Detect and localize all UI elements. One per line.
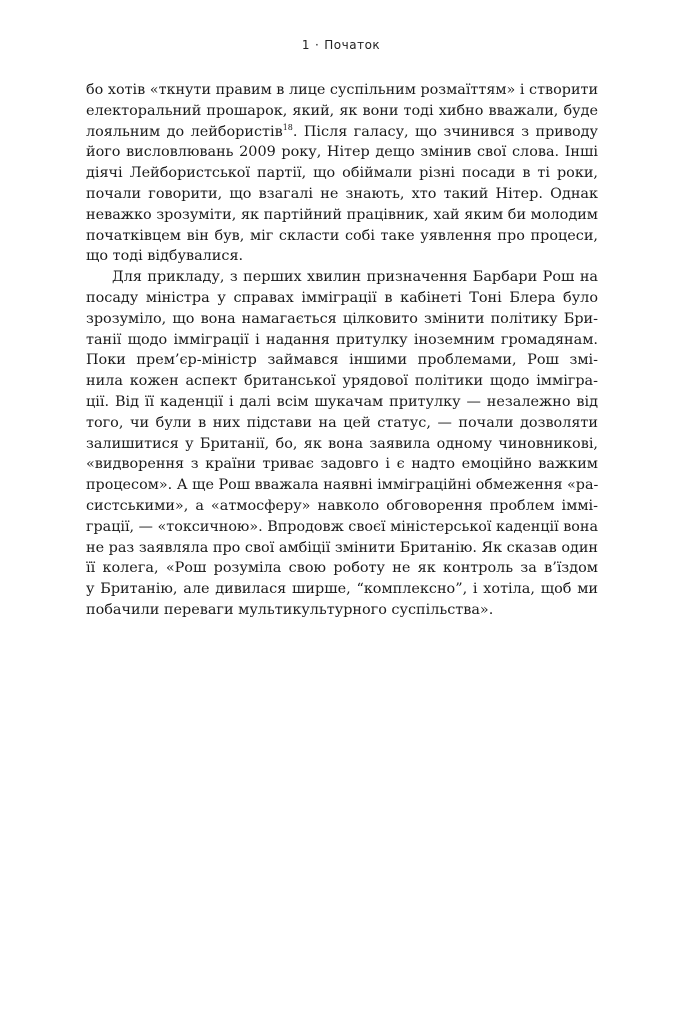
running-head-separator: ·: [314, 38, 320, 52]
text-line: нила кожен аспект британської урядової політики щодо іммігра-: [86, 373, 598, 390]
text-line: ції. Від її каденції і далі всім шукачам притулку — незалежно від: [86, 393, 598, 410]
footnote-ref[interactable]: 18: [282, 122, 293, 132]
paragraph-2: [86, 267, 598, 621]
text-line: Поки прем’єр-міністр займався іншими проблемами, Рош змі-: [86, 352, 598, 369]
text-line: електоральний прошарок, який, як вони тоді хибно вважали, буде: [86, 102, 598, 119]
text-line: її колега, «Рош розуміла свою роботу не як контроль за в’їздом: [86, 560, 598, 577]
chapter-title: Початок: [324, 38, 381, 52]
text-line: того, чи були в них підстави на цей статус, — почали дозволяти: [86, 414, 598, 431]
text-line: залишитися у Британії, бо, як вона заявила одному чиновникові,: [86, 435, 598, 452]
paragraph-1: [86, 80, 598, 267]
text-line: танії щодо імміграції і надання притулку іноземним громадянам.: [86, 331, 598, 348]
text-line: посаду міністра у справах імміграції в кабінеті Тоні Блера було: [86, 289, 598, 306]
text-line: початківцем він був, міг скласти собі таке уявлення про процеси,: [86, 227, 598, 244]
text-line: бо хотів «ткнути правим в лице суспільним розмаїттям» і створити: [86, 82, 599, 98]
text-line: систськими», а «атмосферу» навколо обговорення проблем іммі-: [86, 497, 598, 514]
text-fragment: лояльним до лейбористів: [86, 123, 283, 140]
text-line: зрозуміло, що вона намагається цілковито змінити політику Бри-: [86, 310, 598, 327]
text-line: діячі Лейбористської партії, що обіймали різні посади в ті роки,: [86, 165, 598, 182]
text-line: «видворення з країни триває задовго і є надто емоційно важким: [86, 456, 598, 473]
text-fragment: . Після галасу, що зчинився з приводу: [292, 123, 598, 140]
text-line: грації, — «токсичною». Впродовж своєї міністерської каденції вона: [86, 518, 598, 535]
text-line: Для прикладу, з перших хвилин призначення Барбари Рош на: [112, 269, 598, 286]
body-text: [86, 80, 598, 621]
text-line: його висловлювань 2009 року, Нітер дещо змінив свої слова. Інші: [86, 144, 598, 161]
chapter-number: 1: [301, 38, 310, 52]
running-head: [0, 38, 682, 52]
text-line: неважко зрозуміти, як партійний працівник, хай яким би молодим: [86, 206, 598, 223]
text-line: не раз заявляла про свої амбіції змінити Британію. Як сказав один: [86, 539, 598, 556]
text-line: побачили переваги мультикультурного суспільства».: [86, 601, 494, 618]
text-line: почали говорити, що взагалі не знають, хто такий Нітер. Однак: [86, 185, 598, 202]
text-line: процесом». А ще Рош вважала наявні імміграційні обмеження «ра-: [86, 477, 599, 494]
text-line: що тоді відбувалися.: [86, 248, 244, 265]
text-line-with-footnote: [86, 122, 598, 143]
text-line: у Британію, але дивилася ширше, “комплексно”, і хотіла, щоб ми: [86, 581, 598, 598]
